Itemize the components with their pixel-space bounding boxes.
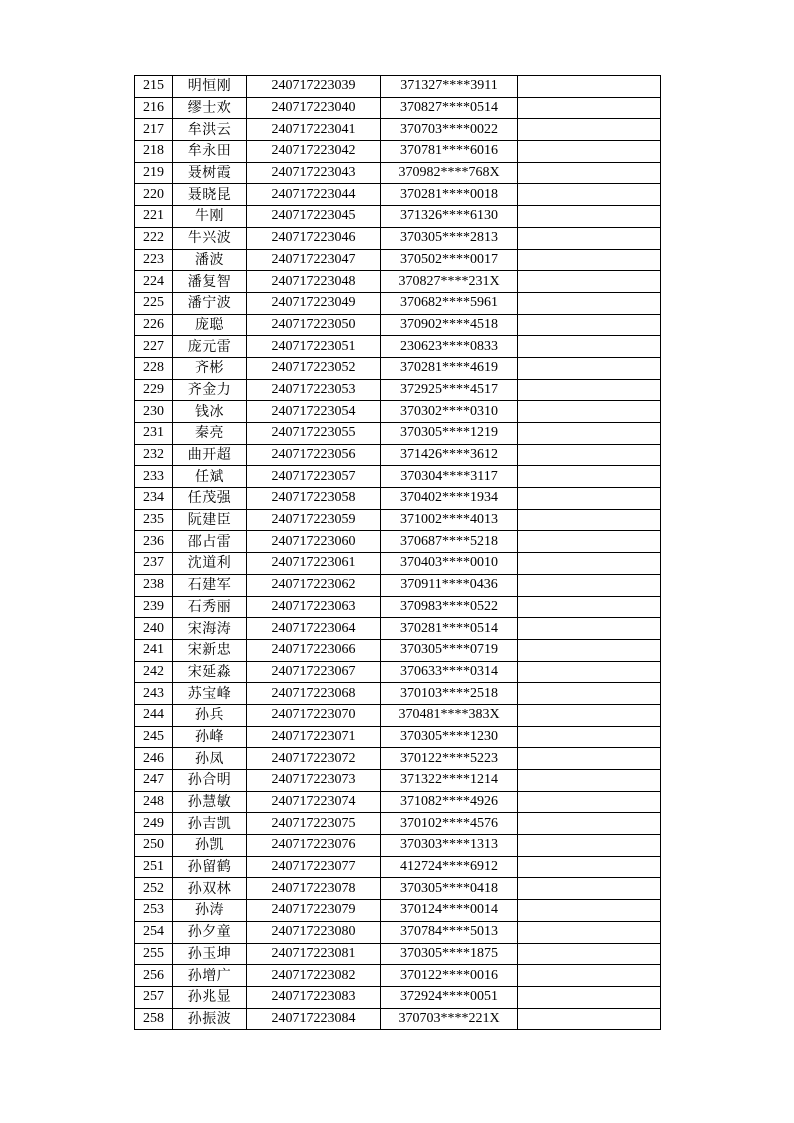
exam-id-cell: 240717223057	[247, 466, 381, 488]
name-cell: 潘复智	[173, 271, 247, 293]
exam-id-cell: 240717223078	[247, 878, 381, 900]
remark-cell	[518, 921, 661, 943]
id-card-cell: 370124****0014	[381, 900, 518, 922]
exam-id-cell: 240717223077	[247, 856, 381, 878]
remark-cell	[518, 748, 661, 770]
id-card-cell: 370827****0514	[381, 97, 518, 119]
row-number-cell: 238	[135, 574, 173, 596]
name-cell: 钱冰	[173, 401, 247, 423]
roster-table-body	[135, 76, 661, 1030]
table-row	[135, 379, 661, 401]
name-cell: 孙涛	[173, 900, 247, 922]
row-number-cell: 217	[135, 119, 173, 141]
exam-id-cell: 240717223039	[247, 76, 381, 98]
name-cell: 牟永田	[173, 141, 247, 163]
exam-id-cell: 240717223042	[247, 141, 381, 163]
name-cell: 潘宁波	[173, 292, 247, 314]
remark-cell	[518, 379, 661, 401]
name-cell: 孙留鹤	[173, 856, 247, 878]
name-cell: 苏宝峰	[173, 683, 247, 705]
id-card-cell: 370784****5013	[381, 921, 518, 943]
exam-id-cell: 240717223053	[247, 379, 381, 401]
row-number-cell: 216	[135, 97, 173, 119]
id-card-cell: 370481****383X	[381, 704, 518, 726]
exam-id-cell: 240717223047	[247, 249, 381, 271]
remark-cell	[518, 357, 661, 379]
remark-cell	[518, 856, 661, 878]
name-cell: 孙增广	[173, 965, 247, 987]
row-number-cell: 241	[135, 639, 173, 661]
table-row	[135, 76, 661, 98]
row-number-cell: 253	[135, 900, 173, 922]
remark-cell	[518, 661, 661, 683]
remark-cell	[518, 444, 661, 466]
name-cell: 聂晓昆	[173, 184, 247, 206]
remark-cell	[518, 227, 661, 249]
roster-table	[134, 75, 661, 1030]
name-cell: 孙兆显	[173, 986, 247, 1008]
table-row	[135, 770, 661, 792]
exam-id-cell: 240717223073	[247, 770, 381, 792]
exam-id-cell: 240717223072	[247, 748, 381, 770]
id-card-cell: 370305****0418	[381, 878, 518, 900]
id-card-cell: 370122****0016	[381, 965, 518, 987]
id-card-cell: 371082****4926	[381, 791, 518, 813]
table-row	[135, 119, 661, 141]
row-number-cell: 246	[135, 748, 173, 770]
id-card-cell: 370781****6016	[381, 141, 518, 163]
table-row	[135, 683, 661, 705]
row-number-cell: 258	[135, 1008, 173, 1030]
name-cell: 任茂强	[173, 488, 247, 510]
row-number-cell: 227	[135, 336, 173, 358]
remark-cell	[518, 683, 661, 705]
table-row	[135, 227, 661, 249]
id-card-cell: 370502****0017	[381, 249, 518, 271]
row-number-cell: 215	[135, 76, 173, 98]
name-cell: 孙双林	[173, 878, 247, 900]
remark-cell	[518, 249, 661, 271]
exam-id-cell: 240717223070	[247, 704, 381, 726]
table-row	[135, 97, 661, 119]
exam-id-cell: 240717223076	[247, 835, 381, 857]
remark-cell	[518, 423, 661, 445]
name-cell: 任斌	[173, 466, 247, 488]
id-card-cell: 370982****768X	[381, 162, 518, 184]
name-cell: 孙慧敏	[173, 791, 247, 813]
remark-cell	[518, 791, 661, 813]
table-row	[135, 900, 661, 922]
remark-cell	[518, 1008, 661, 1030]
exam-id-cell: 240717223060	[247, 531, 381, 553]
name-cell: 牟洪云	[173, 119, 247, 141]
id-card-cell: 370633****0314	[381, 661, 518, 683]
remark-cell	[518, 162, 661, 184]
id-card-cell: 370281****0018	[381, 184, 518, 206]
exam-id-cell: 240717223049	[247, 292, 381, 314]
table-row	[135, 639, 661, 661]
table-row	[135, 184, 661, 206]
exam-id-cell: 240717223059	[247, 509, 381, 531]
table-row	[135, 596, 661, 618]
remark-cell	[518, 97, 661, 119]
id-card-cell: 412724****6912	[381, 856, 518, 878]
table-row	[135, 553, 661, 575]
table-row	[135, 921, 661, 943]
row-number-cell: 239	[135, 596, 173, 618]
id-card-cell: 370281****4619	[381, 357, 518, 379]
remark-cell	[518, 314, 661, 336]
name-cell: 石秀丽	[173, 596, 247, 618]
id-card-cell: 372924****0051	[381, 986, 518, 1008]
exam-id-cell: 240717223043	[247, 162, 381, 184]
exam-id-cell: 240717223080	[247, 921, 381, 943]
row-number-cell: 245	[135, 726, 173, 748]
id-card-cell: 370403****0010	[381, 553, 518, 575]
exam-id-cell: 240717223068	[247, 683, 381, 705]
row-number-cell: 236	[135, 531, 173, 553]
name-cell: 曲开超	[173, 444, 247, 466]
remark-cell	[518, 704, 661, 726]
row-number-cell: 256	[135, 965, 173, 987]
row-number-cell: 250	[135, 835, 173, 857]
exam-id-cell: 240717223061	[247, 553, 381, 575]
table-row	[135, 206, 661, 228]
exam-id-cell: 240717223075	[247, 813, 381, 835]
table-row	[135, 856, 661, 878]
name-cell: 孙合明	[173, 770, 247, 792]
name-cell: 孙振波	[173, 1008, 247, 1030]
name-cell: 孙夕童	[173, 921, 247, 943]
remark-cell	[518, 466, 661, 488]
table-row	[135, 444, 661, 466]
exam-id-cell: 240717223046	[247, 227, 381, 249]
exam-id-cell: 240717223051	[247, 336, 381, 358]
id-card-cell: 371002****4013	[381, 509, 518, 531]
exam-id-cell: 240717223082	[247, 965, 381, 987]
id-card-cell: 370103****2518	[381, 683, 518, 705]
table-row	[135, 466, 661, 488]
row-number-cell: 229	[135, 379, 173, 401]
id-card-cell: 370682****5961	[381, 292, 518, 314]
row-number-cell: 237	[135, 553, 173, 575]
name-cell: 孙玉坤	[173, 943, 247, 965]
remark-cell	[518, 574, 661, 596]
id-card-cell: 371326****6130	[381, 206, 518, 228]
name-cell: 石建军	[173, 574, 247, 596]
exam-id-cell: 240717223081	[247, 943, 381, 965]
row-number-cell: 255	[135, 943, 173, 965]
row-number-cell: 252	[135, 878, 173, 900]
id-card-cell: 370122****5223	[381, 748, 518, 770]
table-row	[135, 401, 661, 423]
table-row	[135, 531, 661, 553]
remark-cell	[518, 336, 661, 358]
remark-cell	[518, 943, 661, 965]
remark-cell	[518, 141, 661, 163]
name-cell: 聂树霞	[173, 162, 247, 184]
name-cell: 孙峰	[173, 726, 247, 748]
exam-id-cell: 240717223062	[247, 574, 381, 596]
row-number-cell: 219	[135, 162, 173, 184]
table-row	[135, 292, 661, 314]
id-card-cell: 370281****0514	[381, 618, 518, 640]
remark-cell	[518, 488, 661, 510]
exam-id-cell: 240717223058	[247, 488, 381, 510]
exam-id-cell: 240717223084	[247, 1008, 381, 1030]
remark-cell	[518, 726, 661, 748]
name-cell: 缪士欢	[173, 97, 247, 119]
id-card-cell: 371426****3612	[381, 444, 518, 466]
name-cell: 孙凤	[173, 748, 247, 770]
table-row	[135, 965, 661, 987]
table-row	[135, 726, 661, 748]
name-cell: 齐彬	[173, 357, 247, 379]
exam-id-cell: 240717223048	[247, 271, 381, 293]
id-card-cell: 370703****221X	[381, 1008, 518, 1030]
id-card-cell: 370911****0436	[381, 574, 518, 596]
remark-cell	[518, 509, 661, 531]
table-row	[135, 661, 661, 683]
id-card-cell: 371322****1214	[381, 770, 518, 792]
name-cell: 沈道利	[173, 553, 247, 575]
row-number-cell: 251	[135, 856, 173, 878]
row-number-cell: 222	[135, 227, 173, 249]
id-card-cell: 370305****1219	[381, 423, 518, 445]
id-card-cell: 370302****0310	[381, 401, 518, 423]
row-number-cell: 228	[135, 357, 173, 379]
id-card-cell: 372925****4517	[381, 379, 518, 401]
remark-cell	[518, 553, 661, 575]
remark-cell	[518, 835, 661, 857]
table-row	[135, 488, 661, 510]
exam-id-cell: 240717223083	[247, 986, 381, 1008]
table-row	[135, 574, 661, 596]
name-cell: 宋延淼	[173, 661, 247, 683]
exam-id-cell: 240717223054	[247, 401, 381, 423]
row-number-cell: 218	[135, 141, 173, 163]
table-row	[135, 618, 661, 640]
exam-id-cell: 240717223063	[247, 596, 381, 618]
row-number-cell: 225	[135, 292, 173, 314]
exam-id-cell: 240717223045	[247, 206, 381, 228]
table-row	[135, 357, 661, 379]
id-card-cell: 370402****1934	[381, 488, 518, 510]
name-cell: 秦亮	[173, 423, 247, 445]
remark-cell	[518, 401, 661, 423]
id-card-cell: 370303****1313	[381, 835, 518, 857]
id-card-cell: 370304****3117	[381, 466, 518, 488]
exam-id-cell: 240717223067	[247, 661, 381, 683]
name-cell: 孙吉凯	[173, 813, 247, 835]
id-card-cell: 370983****0522	[381, 596, 518, 618]
exam-id-cell: 240717223064	[247, 618, 381, 640]
exam-id-cell: 240717223055	[247, 423, 381, 445]
row-number-cell: 249	[135, 813, 173, 835]
table-row	[135, 1008, 661, 1030]
exam-id-cell: 240717223074	[247, 791, 381, 813]
row-number-cell: 240	[135, 618, 173, 640]
name-cell: 孙凯	[173, 835, 247, 857]
row-number-cell: 242	[135, 661, 173, 683]
name-cell: 牛刚	[173, 206, 247, 228]
remark-cell	[518, 206, 661, 228]
remark-cell	[518, 813, 661, 835]
exam-id-cell: 240717223040	[247, 97, 381, 119]
exam-id-cell: 240717223050	[247, 314, 381, 336]
table-row	[135, 704, 661, 726]
table-row	[135, 336, 661, 358]
name-cell: 潘波	[173, 249, 247, 271]
remark-cell	[518, 878, 661, 900]
name-cell: 庞元雷	[173, 336, 247, 358]
table-row	[135, 943, 661, 965]
name-cell: 齐金力	[173, 379, 247, 401]
id-card-cell: 370305****2813	[381, 227, 518, 249]
id-card-cell: 370305****1875	[381, 943, 518, 965]
exam-id-cell: 240717223044	[247, 184, 381, 206]
row-number-cell: 233	[135, 466, 173, 488]
name-cell: 宋海涛	[173, 618, 247, 640]
remark-cell	[518, 184, 661, 206]
row-number-cell: 231	[135, 423, 173, 445]
row-number-cell: 243	[135, 683, 173, 705]
remark-cell	[518, 965, 661, 987]
exam-id-cell: 240717223079	[247, 900, 381, 922]
id-card-cell: 370687****5218	[381, 531, 518, 553]
remark-cell	[518, 618, 661, 640]
row-number-cell: 220	[135, 184, 173, 206]
remark-cell	[518, 271, 661, 293]
row-number-cell: 226	[135, 314, 173, 336]
id-card-cell: 370827****231X	[381, 271, 518, 293]
name-cell: 邵占雷	[173, 531, 247, 553]
id-card-cell: 370102****4576	[381, 813, 518, 835]
table-row	[135, 423, 661, 445]
row-number-cell: 232	[135, 444, 173, 466]
table-row	[135, 141, 661, 163]
remark-cell	[518, 76, 661, 98]
remark-cell	[518, 986, 661, 1008]
id-card-cell: 370305****0719	[381, 639, 518, 661]
remark-cell	[518, 900, 661, 922]
table-row	[135, 791, 661, 813]
row-number-cell: 248	[135, 791, 173, 813]
table-row	[135, 748, 661, 770]
table-row	[135, 878, 661, 900]
table-row	[135, 162, 661, 184]
name-cell: 庞聪	[173, 314, 247, 336]
remark-cell	[518, 770, 661, 792]
exam-id-cell: 240717223052	[247, 357, 381, 379]
row-number-cell: 234	[135, 488, 173, 510]
row-number-cell: 223	[135, 249, 173, 271]
exam-id-cell: 240717223071	[247, 726, 381, 748]
table-row	[135, 835, 661, 857]
row-number-cell: 235	[135, 509, 173, 531]
row-number-cell: 244	[135, 704, 173, 726]
remark-cell	[518, 531, 661, 553]
remark-cell	[518, 292, 661, 314]
name-cell: 阮建臣	[173, 509, 247, 531]
table-row	[135, 249, 661, 271]
id-card-cell: 370902****4518	[381, 314, 518, 336]
row-number-cell: 254	[135, 921, 173, 943]
exam-id-cell: 240717223041	[247, 119, 381, 141]
row-number-cell: 247	[135, 770, 173, 792]
name-cell: 牛兴波	[173, 227, 247, 249]
table-row	[135, 986, 661, 1008]
exam-id-cell: 240717223066	[247, 639, 381, 661]
table-row	[135, 314, 661, 336]
exam-id-cell: 240717223056	[247, 444, 381, 466]
row-number-cell: 221	[135, 206, 173, 228]
id-card-cell: 370703****0022	[381, 119, 518, 141]
row-number-cell: 224	[135, 271, 173, 293]
id-card-cell: 370305****1230	[381, 726, 518, 748]
table-row	[135, 271, 661, 293]
id-card-cell: 371327****3911	[381, 76, 518, 98]
remark-cell	[518, 119, 661, 141]
name-cell: 明恒刚	[173, 76, 247, 98]
remark-cell	[518, 596, 661, 618]
table-row	[135, 509, 661, 531]
id-card-cell: 230623****0833	[381, 336, 518, 358]
row-number-cell: 257	[135, 986, 173, 1008]
remark-cell	[518, 639, 661, 661]
table-row	[135, 813, 661, 835]
row-number-cell: 230	[135, 401, 173, 423]
name-cell: 孙兵	[173, 704, 247, 726]
name-cell: 宋新忠	[173, 639, 247, 661]
